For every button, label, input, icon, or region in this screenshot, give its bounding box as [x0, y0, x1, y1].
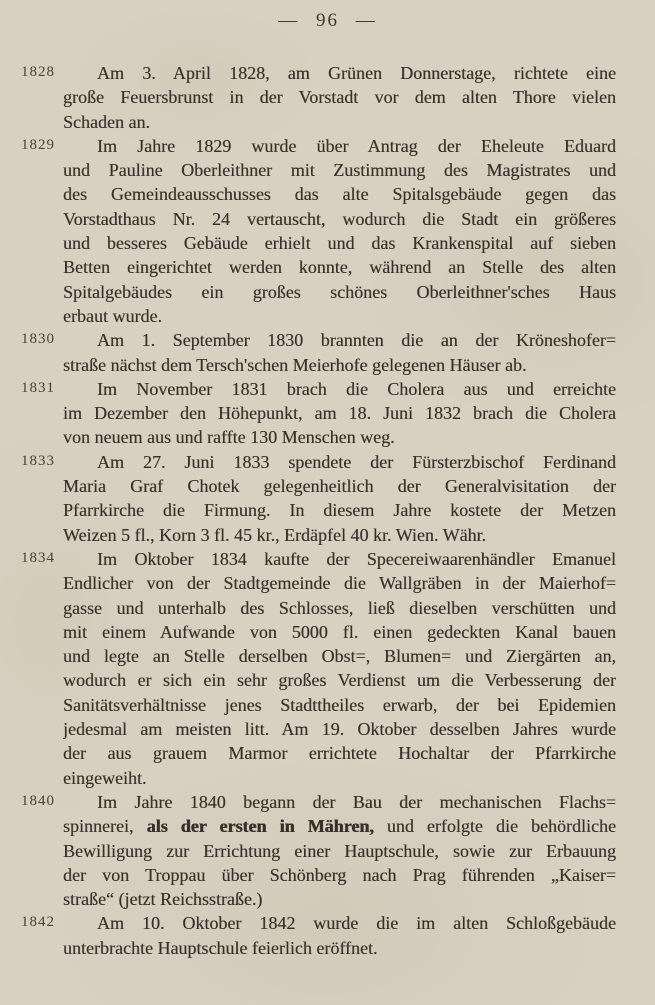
text-line: Am 10. Oktober 1842 wurde die im alten Schloßgebäude: [97, 913, 616, 934]
entry-paragraph: [63, 61, 616, 134]
entry-paragraph: [63, 790, 616, 911]
text-line: Vorstadthaus Nr. 24 vertauscht, wodurch die Stadt ein größeres: [63, 208, 616, 229]
text-line: Im Jahre 1829 wurde über Antrag der Eheleute Eduard: [97, 135, 616, 156]
text-line: im Dezember den Höhepunkt, am 18. Juni 1832 brach die Cholera: [63, 403, 616, 424]
chronicle-entry-1834: [21, 547, 616, 790]
text-line: der aus grauem Marmor errichtete Hochaltar der Pfarrkirche: [63, 743, 616, 764]
text-line: Bewilligung zur Errichtung einer Hauptschule, sowie zur Erbauung: [63, 840, 616, 861]
entry-paragraph: [63, 911, 616, 960]
text-line: des Gemeindeausschusses das alte Spitalsgebäude gegen das: [63, 184, 616, 205]
text-line: Sanitätsverhältnisse jenes Stadttheiles erwarb, der bei Epidemien: [63, 694, 616, 715]
bold-emphasis: als der ersten in Mähren,: [146, 816, 374, 837]
chronicle-entry-1828: [21, 61, 616, 134]
margin-year-label: 1833: [21, 452, 55, 469]
text-line: von neuem aus und raffte 130 Menschen weg.: [63, 427, 395, 448]
text-line: Spitalgebäudes ein großes schönes Oberleithner'sches Haus: [63, 281, 616, 302]
text-line: Im Oktober 1834 kaufte der Specereiwaarenhändler Emanuel: [97, 548, 616, 569]
entry-paragraph: [63, 450, 616, 547]
text-line: Betten eingerichtet werden konnte, während an Stelle des alten: [63, 257, 616, 278]
text-line: wodurch er sich ein sehr großes Verdienst um die Verbesserung der: [63, 670, 616, 691]
margin-year-label: 1830: [21, 331, 55, 348]
text-line: Schaden an.: [63, 111, 150, 132]
text-line: unterbrachte Hauptschule feierlich eröffnet.: [63, 937, 378, 958]
text-line: erbaut wurde.: [63, 305, 162, 326]
chronicle-entry-1831: [21, 377, 616, 450]
chronicle-entry-1840: [21, 790, 616, 911]
chronicle-entry-1842: [21, 911, 616, 960]
entry-paragraph: [63, 547, 616, 790]
text-line: Pfarrkirche die Firmung. In diesem Jahre kostete der Metzen: [63, 500, 616, 521]
margin-year-label: 1842: [21, 914, 55, 931]
entry-paragraph: [63, 134, 616, 328]
text-line: Im November 1831 brach die Cholera aus und erreichte: [97, 378, 616, 399]
text-line: straße“ (jetzt Reichsstraße.): [63, 889, 263, 910]
text-line: und legte an Stelle derselben Obst=, Blumen= und Ziergärten an,: [63, 646, 616, 667]
chronicle-entry-1830: [21, 328, 616, 377]
entry-paragraph: [63, 328, 616, 377]
text-line: [63, 814, 616, 838]
text-line: Am 3. April 1828, am Grünen Donnerstage, richtete eine: [97, 63, 616, 83]
text-line: Maria Graf Chotek gelegenheitlich der Generalvisitation der: [63, 476, 616, 497]
text-segment: spinnerei,: [63, 816, 147, 837]
chronicle-entry-1829: [21, 134, 616, 328]
margin-year-label: 1834: [21, 549, 55, 566]
text-line: straße nächst dem Tersch'schen Meierhofe gelegenen Häuser ab.: [63, 354, 527, 375]
text-line: gasse und unterhalb des Schlosses, ließ dieselben verschütten und: [63, 597, 616, 618]
text-line: große Feuersbrunst in der Vorstadt vor dem alten Thore vielen: [63, 87, 616, 108]
text-line: Am 1. September 1830 brannten die an der Kröneshofer=: [97, 330, 616, 351]
text-segment: und erfolgte die behördliche: [373, 816, 616, 837]
text-line: jedesmal am meisten litt. Am 19. Oktober desselben Jahres wurde: [63, 719, 616, 740]
text-line: eingeweiht.: [63, 767, 147, 788]
margin-year-label: 1840: [21, 792, 55, 809]
text-line: Am 27. Juni 1833 spendete der Fürsterzbischof Ferdinand: [97, 451, 616, 472]
text-line: der von Troppau über Schönberg nach Prag führenden „Kaiser=: [63, 864, 616, 885]
text-line: und Pauline Oberleithner mit Zustimmung des Magistrates und: [63, 160, 616, 181]
page-number-header: — 96 —: [278, 10, 377, 31]
entries: [21, 61, 616, 960]
text-line: Im Jahre 1840 begann der Bau der mechanischen Flachs=: [97, 791, 616, 812]
text-line: Endlicher von der Stadtgemeinde die Wallgräben in der Maierhof=: [63, 573, 616, 594]
text-line: Weizen 5 fl., Korn 3 fl. 45 kr., Erdäpfel 40 kr. Wien. Währ.: [63, 524, 487, 545]
margin-year-label: 1829: [21, 136, 55, 153]
text-line: und besseres Gebäude erhielt und das Krankenspital auf sieben: [63, 233, 616, 254]
entry-paragraph: [63, 377, 616, 450]
chronicle-entry-1833: [21, 450, 616, 547]
margin-year-label: 1831: [21, 379, 55, 396]
text-line: mit einem Aufwande von 5000 fl. einen gedeckten Kanal bauen: [63, 621, 616, 642]
margin-year-label: 1828: [21, 64, 55, 80]
